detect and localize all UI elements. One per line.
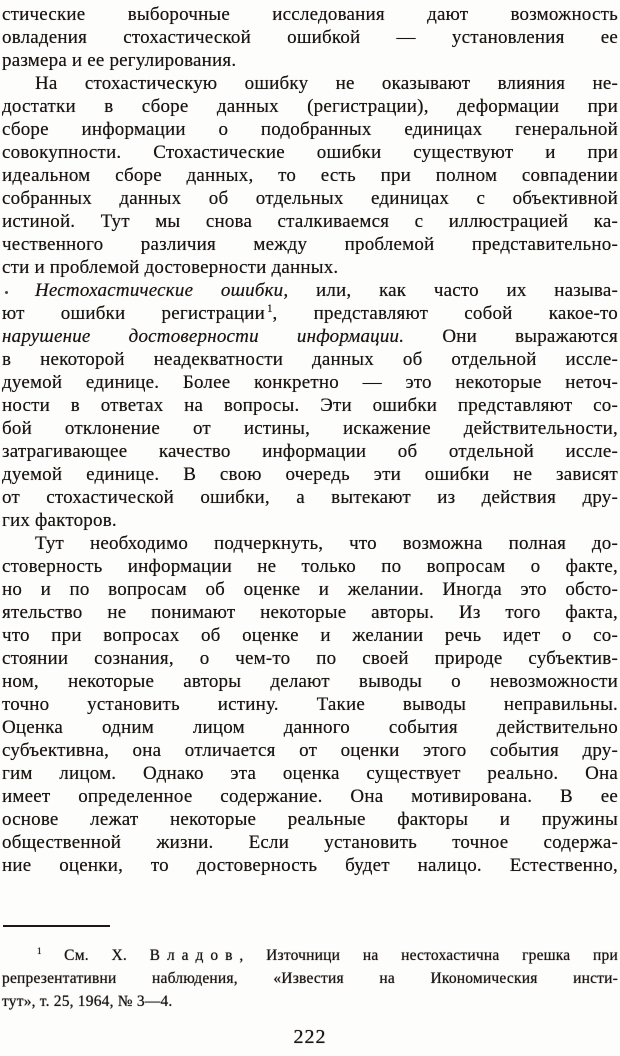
text-line xyxy=(2,601,618,624)
text-segment: Тут необходимо подчеркнуть, что возможна полная до- xyxy=(35,533,618,554)
text-segment: субъективна, она отличается от оценки этого события дру- xyxy=(2,740,618,761)
text-line xyxy=(2,762,618,785)
footnote-line xyxy=(2,944,618,967)
text-segment: , представляют собой какое-то xyxy=(272,303,618,324)
text-segment: ют ошибки регистрации xyxy=(2,303,266,324)
text-segment: тут», т. 25, 1964, № 3—4. xyxy=(2,993,173,1010)
footnote-ref-superscript: 1 xyxy=(37,945,42,956)
text-line xyxy=(2,233,618,256)
text-line xyxy=(2,210,618,233)
text-line xyxy=(2,256,618,279)
text-line xyxy=(2,279,618,302)
text-segment: сти и проблемой достоверности данных. xyxy=(2,257,339,278)
text-segment: достатки в сборе данных (регистрации), деформации при xyxy=(2,96,618,117)
text-segment: точно установить истину. Такие выводы неправильны. xyxy=(2,694,618,715)
text-segment: но и по вопросам об оценке и желании. Иногда это обсто- xyxy=(2,579,618,600)
text-line xyxy=(2,348,618,371)
footnote-line xyxy=(2,967,618,990)
text-line xyxy=(2,854,618,877)
text-segment: собранных данных об отдельных единицах с объективной xyxy=(2,188,618,209)
text-line xyxy=(2,808,618,831)
text-segment: гим лицом. Однако эта оценка существует реально. Она xyxy=(2,763,618,784)
text-segment: затрагивающее качество информации об отдельной иссле- xyxy=(2,441,618,462)
text-line xyxy=(2,831,618,854)
text-segment: бой отклонение от истины, искажение действительности, xyxy=(2,418,618,439)
text-segment: совокупности. Стохастические ошибки существуют и при xyxy=(2,142,618,163)
text-segment: ном, некоторые авторы делают выводы о невозможности xyxy=(2,671,618,692)
text-segment: или, как часто их называ- xyxy=(288,280,618,301)
text-line xyxy=(2,3,618,26)
text-segment: См. Х. xyxy=(41,947,150,964)
text-segment: Они выражаются xyxy=(404,326,618,347)
text-line xyxy=(2,325,618,348)
text-line xyxy=(2,716,618,739)
text-line xyxy=(2,72,618,95)
text-line xyxy=(2,141,618,164)
text-segment: стические выборочные исследования дают возможность xyxy=(2,4,618,25)
text-segment: На стохастическую ошибку не оказывают влияния не- xyxy=(35,73,618,94)
text-segment: сборе информации о подобранных единицах генеральной xyxy=(2,119,618,140)
text-segment: основе лежат некоторые реальные факторы и пружины xyxy=(2,809,618,830)
text-segment: идеальном сборе данных, то есть при полном совпадении xyxy=(2,165,618,186)
footnote-rule xyxy=(3,925,110,927)
text-line xyxy=(2,440,618,463)
text-line xyxy=(2,417,618,440)
text-segment: дуемой единице. В свою очередь эти ошибки не зависят xyxy=(2,464,618,485)
footnote xyxy=(2,944,618,1013)
text-segment: чественного различия между проблемой представительно- xyxy=(2,234,618,255)
text-line xyxy=(2,394,618,417)
body-text xyxy=(2,3,618,877)
text-segment: , Източници на нестохастична грешка при xyxy=(239,947,618,964)
text-line xyxy=(2,532,618,555)
text-segment: Владов xyxy=(149,947,240,964)
text-segment: нарушение достоверности информации. xyxy=(2,326,405,347)
text-line xyxy=(2,164,618,187)
page-number: 222 xyxy=(293,1026,327,1048)
text-line xyxy=(2,624,618,647)
text-line xyxy=(2,302,618,325)
text-segment: стоверность информации не только по вопросам о факте, xyxy=(2,556,618,577)
text-segment: общественной жизни. Если установить точное содержа- xyxy=(2,832,618,853)
text-line xyxy=(2,785,618,808)
text-line xyxy=(2,647,618,670)
text-line xyxy=(2,95,618,118)
text-line xyxy=(2,49,618,72)
text-line xyxy=(2,371,618,394)
text-segment: имеет определенное содержание. Она мотивирована. В ее xyxy=(2,786,618,807)
text-segment: репрезентативни наблюдения, «Известия на Икономическия инсти- xyxy=(2,970,618,987)
text-line xyxy=(2,739,618,762)
text-line xyxy=(2,463,618,486)
text-line xyxy=(2,486,618,509)
text-line xyxy=(2,693,618,716)
text-segment: от стохастической ошибки, а вытекают из действия дру- xyxy=(2,487,618,508)
text-segment: дуемой единице. Более конкретно — это некоторые неточ- xyxy=(2,372,618,393)
text-segment: Нестохастические ошибки, xyxy=(35,280,289,301)
text-line xyxy=(2,509,618,532)
text-segment: стоянии сознания, о чем-то по своей природе субъектив- xyxy=(2,648,618,669)
footnote-ref-superscript: 1 xyxy=(267,302,273,315)
text-line xyxy=(2,578,618,601)
text-line xyxy=(2,670,618,693)
text-segment: овладения стохастической ошибкой — установления ее xyxy=(2,27,618,48)
text-segment: ности в ответах на вопросы. Эти ошибки представляют со- xyxy=(2,395,618,416)
text-segment: Оценка одним лицом данного события действительно xyxy=(2,717,618,738)
text-segment: истиной. Тут мы снова сталкиваемся с иллюстрацией ка- xyxy=(2,211,618,232)
text-segment: ние оценки, то достоверность будет налицо. Естественно, xyxy=(2,855,618,876)
text-segment: в некоторой неадекватности данных об отдельной иссле- xyxy=(2,349,618,370)
text-segment: гих факторов. xyxy=(2,510,117,531)
text-line xyxy=(2,118,618,141)
text-line xyxy=(2,187,618,210)
text-line xyxy=(2,555,618,578)
text-line xyxy=(2,26,618,49)
text-segment: размера и ее регулирования. xyxy=(2,50,237,71)
text-segment: ятельство не понимают некоторые авторы. Из того факта, xyxy=(2,602,618,623)
footnote-line xyxy=(2,990,618,1013)
text-segment: что при вопросах об оценке и желании речь идет о со- xyxy=(2,625,618,646)
